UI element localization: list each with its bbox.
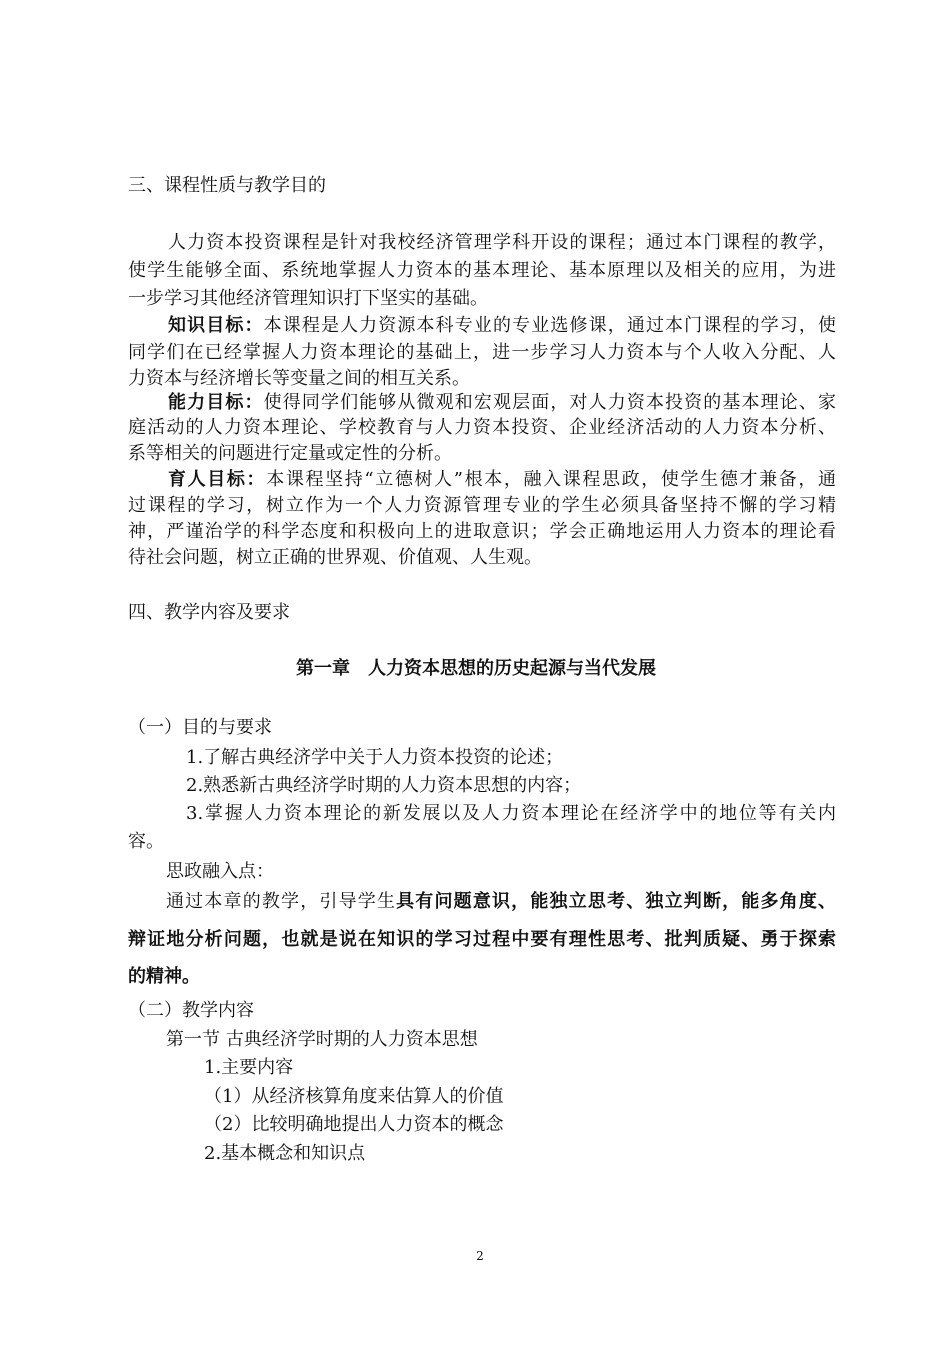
requirement-1: 1.了解古典经济学中关于人力资本投资的论述； (186, 747, 564, 768)
ideological-line-2: 辩证地分析问题，也就是说在知识的学习过程中要有理性思考、批判质疑、勇于探索 (128, 929, 836, 950)
requirement-2: 2.熟悉新古典经济学时期的人力资本思想的内容； (186, 775, 582, 796)
content-item-2: （1）从经济核算角度来估算人的价值 (204, 1086, 504, 1107)
knowledge-goal-line-3: 力资本与经济增长等变量之间的相互关系。 (128, 368, 470, 389)
content-item-4: 2.基本概念和知识点 (204, 1143, 366, 1164)
requirement-3-cont: 容。 (128, 831, 164, 852)
part-2-heading: （二）教学内容 (128, 1000, 254, 1021)
chapter-title: 第一章 人力资本思想的历史起源与当代发展 (296, 658, 656, 679)
content-item-1: 1.主要内容 (204, 1057, 294, 1078)
section-3-heading: 三、课程性质与教学目的 (128, 175, 326, 196)
knowledge-goal-line-1: 知识目标：本课程是人力资源本科专业的专业选修课，通过本门课程的学习，使 (168, 315, 837, 336)
moral-goal-line-3: 神，严谨治学的科学态度和积极向上的进取意识；学会正确地运用人力资本的理论看 (128, 521, 836, 542)
intro-line-2: 使学生能够全面、系统地掌握人力资本的基本理论、基本原理以及相关的应用，为进 (128, 260, 836, 281)
knowledge-goal-label: 知识目标： (168, 315, 264, 336)
ability-goal-line-2: 庭活动的人力资本理论、学校教育与人力资本投资、企业经济活动的人力资本分析、 (128, 417, 836, 438)
requirement-3: 3.掌握人力资本理论的新发展以及人力资本理论在经济学中的地位等有关内 (186, 803, 836, 824)
moral-goal-line-2: 过课程的学习，树立作为一个人力资源管理专业的学生必须具备坚持不懈的学习精 (128, 495, 836, 516)
intro-line-3: 一步学习其他经济管理知识打下坚实的基础。 (128, 288, 488, 309)
ideological-line-1: 通过本章的教学，引导学生具有问题意识，能独立思考、独立判断，能多角度、 (166, 891, 837, 912)
ability-goal-line-1: 能力目标：使得同学们能够从微观和宏观层面，对人力资本投资的基本理论、家 (168, 392, 837, 413)
ability-goal-label: 能力目标： (168, 392, 264, 413)
moral-goal-line-1: 育人目标：本课程坚持“立德树人”根本，融入课程思政，使学生德才兼备，通 (168, 469, 837, 490)
moral-goal-label: 育人目标： (168, 469, 267, 490)
ability-goal-line-3: 系等相关的问题进行定量或定性的分析。 (128, 443, 452, 464)
part-1-heading: （一）目的与要求 (128, 717, 272, 738)
knowledge-goal-line-2: 同学们在已经掌握人力资本理论的基础上，进一步学习人力资本与个人收入分配、人 (128, 342, 836, 363)
ideological-line-3: 的精神。 (128, 966, 200, 987)
moral-goal-line-4: 待社会问题，树立正确的世界观、价值观、人生观。 (128, 547, 542, 568)
page-number: 2 (476, 1249, 484, 1263)
content-item-3: （2）比较明确地提出人力资本的概念 (204, 1114, 504, 1135)
section-4-heading: 四、教学内容及要求 (128, 602, 290, 623)
section-1-title: 第一节 古典经济学时期的人力资本思想 (166, 1029, 478, 1050)
ideological-label: 思政融入点： (166, 861, 274, 882)
intro-line-1: 人力资本投资课程是针对我校经济管理学科开设的课程；通过本门课程的教学， (168, 232, 836, 253)
